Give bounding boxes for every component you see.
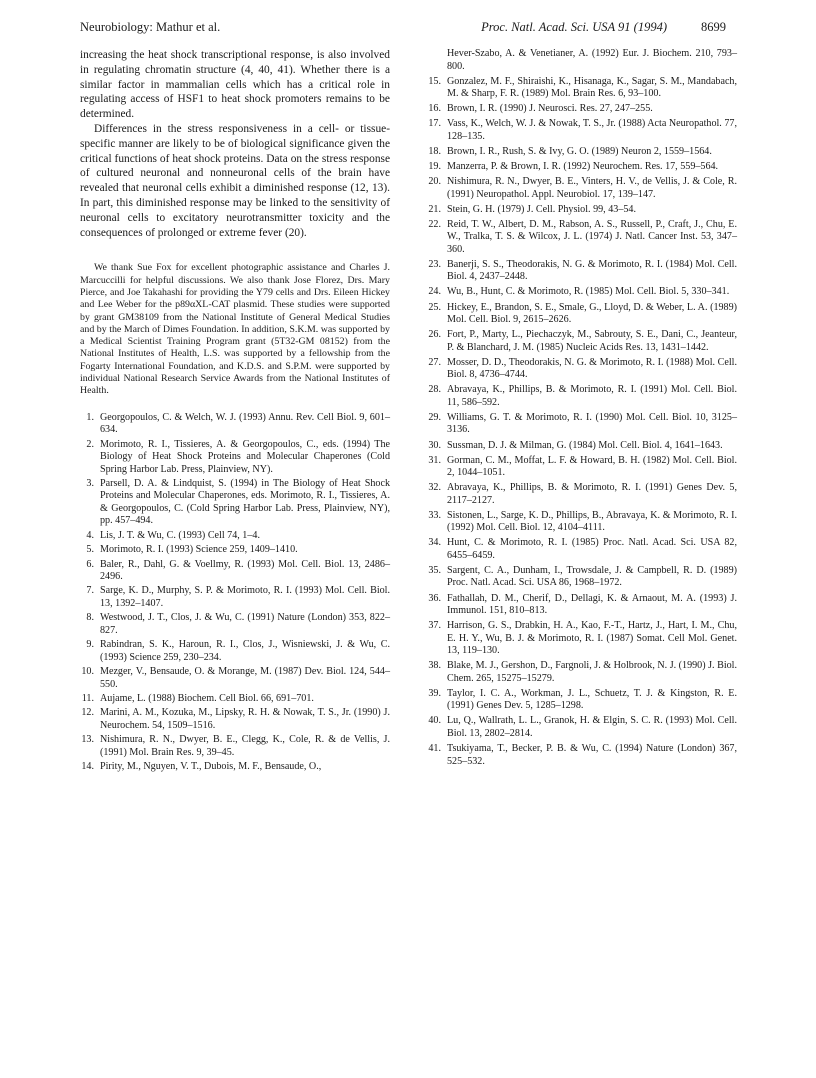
reference-item	[427, 357, 737, 382]
reference-text: Wu, B., Hunt, C. & Morimoto, R. (1985) Mol. Cell. Biol. 5, 330–341.	[447, 286, 730, 298]
reference-item	[427, 510, 737, 535]
reference-item	[427, 176, 737, 201]
reference-item	[427, 48, 737, 73]
reference-text: Vass, K., Welch, W. J. & Nowak, T. S., Jr. (1988) Acta Neuropathol. 77, 128–135.	[447, 118, 737, 142]
reference-item	[427, 76, 737, 101]
reference-number: 36.	[428, 592, 441, 604]
reference-number: 10.	[81, 666, 94, 678]
reference-text: Taylor, I. C. A., Workman, J. L., Schuetz, T. J. & Kingston, R. E. (1991) Genes Dev. 5, 1285–1298.	[447, 687, 737, 712]
reference-text: Tsukiyama, T., Becker, P. B. & Wu, C. (1994) Nature (London) 367, 525–532.	[447, 743, 737, 767]
reference-text: Sarge, K. D., Murphy, S. P. & Morimoto, R. I. (1993) Mol. Cell. Biol. 13, 1392–1407.	[100, 585, 390, 609]
reference-item	[80, 666, 390, 691]
body-paragraph-2: Differences in the stress responsiveness in a cell- or tissue-specific manner are likely to be of biological significance given the critical functions of heat shock proteins. Data on the stress response of cultured neuronal and nonneuronal cells of the brain have revealed that neuronal cells exhibit a diminished response (12, 13). In part, this diminished response may be linked to the sensitivity of neuronal cells to excitatory neurotransmitter toxicity and the consequences of prolonged or extreme fever (20).	[80, 122, 390, 239]
reference-number: 17.	[428, 118, 441, 130]
reference-item	[427, 565, 737, 590]
reference-number: 28.	[428, 384, 441, 396]
reference-text: Marini, A. M., Kozuka, M., Lipsky, R. H. & Nowak, T. S., Jr. (1990) J. Neurochem. 54, 1509–1516.	[100, 707, 390, 731]
reference-item	[427, 329, 737, 354]
reference-number: 6.	[86, 558, 94, 570]
reference-item	[427, 146, 737, 159]
body-paragraph-1: increasing the heat shock transcriptional response, is also involved in regulating chromatin structure (4, 40, 41). Whether there is a similar factor in mammalian cells which has a critical role in regulating access of HSF1 to heat shock promoters remains to be determined.	[80, 49, 390, 121]
reference-item	[427, 384, 737, 409]
reference-item	[80, 761, 390, 774]
reference-number: 29.	[428, 411, 441, 423]
reference-text: Fathallah, D. M., Cherif, D., Dellagi, K. & Arnaout, M. A. (1993) J. Immunol. 151, 810–813.	[447, 592, 737, 617]
reference-number: 16.	[428, 103, 441, 115]
reference-number: 31.	[428, 454, 441, 466]
reference-text: Sussman, D. J. & Milman, G. (1984) Mol. Cell. Biol. 4, 1641–1643.	[447, 439, 723, 451]
reference-text: Brown, I. R., Rush, S. & Ivy, G. O. (1989) Neuron 2, 1559–1564.	[447, 145, 712, 157]
reference-text: Harrison, G. S., Drabkin, H. A., Kao, F.-T., Hartz, J., Hart, I. M., Chu, E. H. Y., Wu, B. J. & Morimoto, R. I. (1987) Somat. Cell Mol. Genet. 13, 119–130.	[447, 620, 737, 657]
reference-item	[80, 478, 390, 528]
reference-item	[427, 286, 737, 299]
reference-text: Hever-Szabo, A. & Venetianer, A. (1992) Eur. J. Biochem. 210, 793–800.	[447, 48, 737, 72]
reference-text: Aujame, L. (1988) Biochem. Cell Biol. 66, 691–701.	[100, 693, 314, 705]
reference-text: Fort, P., Marty, L., Piechaczyk, M., Sabrouty, S. E., Dani, C., Jeanteur, P. & Blanchard, J. M. (1985) Nucleic Acids Res. 13, 1431–1442.	[447, 329, 737, 353]
reference-text: Williams, G. T. & Morimoto, R. I. (1990) Mol. Cell. Biol. 10, 3125–3136.	[447, 411, 737, 436]
reference-item	[427, 440, 737, 453]
reference-item	[80, 544, 390, 557]
reference-text: Reid, T. W., Albert, D. M., Rabson, A. S., Russell, P., Craft, J., Chu, E. W., Tralka, T. S. & Wilcox, J. L. (1974) J. Natl. Cancer Inst. 53, 347–360.	[447, 218, 737, 255]
reference-item	[427, 103, 737, 116]
reference-item	[80, 639, 390, 664]
reference-list-right	[427, 48, 737, 768]
reference-number: 13.	[81, 734, 94, 746]
reference-item	[427, 715, 737, 740]
reference-text: Parsell, D. A. & Lindquist, S. (1994) in The Biology of Heat Shock Proteins and Molecular Chaperones, eds. Morimoto, R. I., Tissieres, A. & Georgopoulos, C. (Cold Spring Harbor Lab. Press, Plainview, NY), pp. 457–494.	[100, 477, 390, 527]
reference-text: Nishimura, R. N., Dwyer, B. E., Vinters, H. V., de Vellis, J. & Cole, R. (1991) Neuropathol. Appl. Neurobiol. 17, 139–147.	[447, 176, 737, 200]
reference-item	[427, 161, 737, 174]
reference-text: Hickey, E., Brandon, S. E., Smale, G., Lloyd, D. & Weber, L. A. (1989) Mol. Cell. Biol. 9, 2615–2626.	[447, 301, 737, 326]
page-header	[80, 20, 726, 40]
reference-text: Sistonen, L., Sarge, K. D., Phillips, B., Abravaya, K. & Morimoto, R. I. (1992) Mol. Cell. Biol. 12, 4104–4111.	[447, 509, 737, 534]
reference-number: 20.	[428, 176, 441, 188]
acknowledgment: We thank Sue Fox for excellent photographic assistance and Charles J. Marcuccilli for helpful discussions. We also thank Jose Florez, Drs. Mary Pierce, and Joe Takahashi for providing the Y79 cells and Drs. Eileen Hickey and Lee Weber for the p89αXL-CAT plasmid. These studies were supported by grant GM38109 from the National Institute of General Medical Studies and by the March of Dimes Foundation. In addition, S.K.M. was supported by a Medical Scientist Training Program grant (5T32-GM 08152) from the National Institutes of Health, L.S. was supported by a fellowship from the Fogarty International Foundation, and K.D.S. and S.P.M. were supported by individual National Research Service Awards from the National Institutes of Health.	[80, 262, 390, 397]
reference-text: Mosser, D. D., Theodorakis, N. G. & Morimoto, R. I. (1988) Mol. Cell. Biol. 8, 4736–4744.	[447, 356, 737, 381]
page-number: 8699	[701, 20, 726, 34]
reference-list-left	[80, 412, 390, 774]
reference-item	[427, 593, 737, 618]
reference-number: 8.	[86, 612, 94, 624]
reference-text: Banerji, S. S., Theodorakis, N. G. & Morimoto, R. I. (1984) Mol. Cell. Biol. 4, 2437–2448.	[447, 258, 737, 283]
reference-item	[80, 612, 390, 637]
reference-number: 22.	[428, 218, 441, 230]
reference-item	[427, 743, 737, 768]
reference-text: Stein, G. H. (1979) J. Cell. Physiol. 99, 43–54.	[447, 203, 636, 215]
reference-number: 11.	[81, 693, 94, 705]
right-column	[427, 48, 737, 771]
reference-item	[427, 537, 737, 562]
reference-item	[427, 118, 737, 143]
reference-number: 33.	[428, 509, 441, 521]
reference-number: 15.	[428, 75, 441, 87]
reference-number: 25.	[428, 301, 441, 313]
reference-text: Gorman, C. M., Moffat, L. F. & Howard, B. H. (1982) Mol. Cell. Biol. 2, 1044–1051.	[447, 454, 737, 479]
left-column	[80, 48, 390, 776]
reference-number: 2.	[86, 438, 94, 450]
reference-item	[427, 259, 737, 284]
reference-number: 1.	[86, 411, 94, 423]
reference-number: 37.	[428, 620, 441, 632]
journal-citation	[481, 20, 726, 35]
reference-number: 27.	[428, 356, 441, 368]
reference-item	[427, 688, 737, 713]
reference-item	[80, 530, 390, 543]
reference-text: Abravaya, K., Phillips, B. & Morimoto, R. I. (1991) Mol. Cell. Biol. 11, 586–592.	[447, 384, 737, 408]
reference-item	[80, 439, 390, 477]
reference-text: Rabindran, S. K., Haroun, R. I., Clos, J., Wisniewski, J. & Wu, C. (1993) Science 259, 230–234.	[100, 639, 390, 663]
reference-text: Morimoto, R. I., Tissieres, A. & Georgopoulos, C., eds. (1994) The Biology of Heat Shock Proteins and Molecular Chaperones (Cold Spring Harbor Lab. Press, Plainview, NY).	[100, 438, 390, 475]
reference-number: 30.	[428, 439, 441, 451]
reference-item	[80, 693, 390, 706]
reference-number: 12.	[81, 707, 94, 719]
reference-number: 5.	[86, 544, 94, 556]
reference-number: 26.	[428, 329, 441, 341]
reference-text: Lis, J. T. & Wu, C. (1993) Cell 74, 1–4.	[100, 529, 260, 541]
reference-item	[427, 660, 737, 685]
reference-item	[427, 482, 737, 507]
reference-text: Abravaya, K., Phillips, B. & Morimoto, R. I. (1991) Genes Dev. 5, 2117–2127.	[447, 482, 737, 506]
reference-text: Georgopoulos, C. & Welch, W. J. (1993) Annu. Rev. Cell Biol. 9, 601–634.	[100, 411, 390, 436]
reference-text: Manzerra, P. & Brown, I. R. (1992) Neurochem. Res. 17, 559–564.	[447, 160, 719, 172]
reference-number: 4.	[86, 529, 94, 541]
reference-text: Blake, M. J., Gershon, D., Fargnoli, J. & Holbrook, N. J. (1990) J. Biol. Chem. 265, 15275–15279.	[447, 660, 738, 684]
reference-text: Hunt, C. & Morimoto, R. I. (1985) Proc. Natl. Acad. Sci. USA 82, 6455–6459.	[447, 537, 737, 561]
reference-item	[427, 204, 737, 217]
reference-number: 40.	[428, 715, 441, 727]
reference-number: 23.	[428, 258, 441, 270]
journal-name: Proc. Natl. Acad. Sci. USA 91 (1994)	[481, 20, 667, 34]
reference-number: 18.	[428, 145, 441, 157]
reference-item	[80, 734, 390, 759]
reference-number: 32.	[428, 482, 441, 494]
reference-text: Gonzalez, M. F., Shiraishi, K., Hisanaga, K., Sagar, S. M., Mandabach, M. & Sharp, F. R. (1989) Mol. Brain Res. 6, 93–100.	[447, 75, 737, 100]
reference-text: Pirity, M., Nguyen, V. T., Dubois, M. F., Bensaude, O.,	[100, 761, 322, 773]
reference-number: 35.	[428, 564, 441, 576]
reference-text: Baler, R., Dahl, G. & Voellmy, R. (1993) Mol. Cell. Biol. 13, 2486–2496.	[100, 558, 390, 583]
reference-number: 19.	[428, 160, 441, 172]
reference-text: Westwood, J. T., Clos, J. & Wu, C. (1991) Nature (London) 353, 822–827.	[100, 612, 390, 636]
reference-number: 14.	[81, 761, 94, 773]
reference-text: Morimoto, R. I. (1993) Science 259, 1409–1410.	[100, 544, 298, 556]
reference-number: 41.	[428, 743, 441, 755]
reference-number: 3.	[86, 477, 94, 489]
reference-number: 9.	[86, 639, 94, 651]
reference-number: 24.	[428, 286, 441, 298]
running-head: Neurobiology: Mathur et al.	[80, 20, 221, 34]
reference-text: Nishimura, R. N., Dwyer, B. E., Clegg, K., Cole, R. & de Vellis, J. (1991) Mol. Brain Res. 9, 39–45.	[100, 734, 390, 758]
reference-item	[427, 302, 737, 327]
reference-text: Mezger, V., Bensaude, O. & Morange, M. (1987) Dev. Biol. 124, 544–550.	[100, 666, 390, 690]
reference-number: 39.	[428, 687, 441, 699]
reference-text: Brown, I. R. (1990) J. Neurosci. Res. 27, 247–255.	[447, 103, 653, 115]
reference-number: 34.	[428, 537, 441, 549]
reference-text: Sargent, C. A., Dunham, I., Trowsdale, J. & Campbell, R. D. (1989) Proc. Natl. Acad. Sci. USA 86, 1968–1972.	[447, 564, 737, 589]
reference-item	[427, 219, 737, 257]
reference-number: 7.	[86, 585, 94, 597]
reference-text: Lu, Q., Wallrath, L. L., Granok, H. & Elgin, S. C. R. (1993) Mol. Cell. Biol. 13, 2802–2814.	[447, 715, 737, 739]
reference-number: 38.	[428, 660, 441, 672]
reference-item	[80, 585, 390, 610]
reference-item	[427, 455, 737, 480]
reference-item	[80, 412, 390, 437]
reference-item	[427, 620, 737, 658]
reference-number: 21.	[428, 203, 441, 215]
reference-item	[80, 559, 390, 584]
reference-item	[427, 412, 737, 437]
reference-item	[80, 707, 390, 732]
